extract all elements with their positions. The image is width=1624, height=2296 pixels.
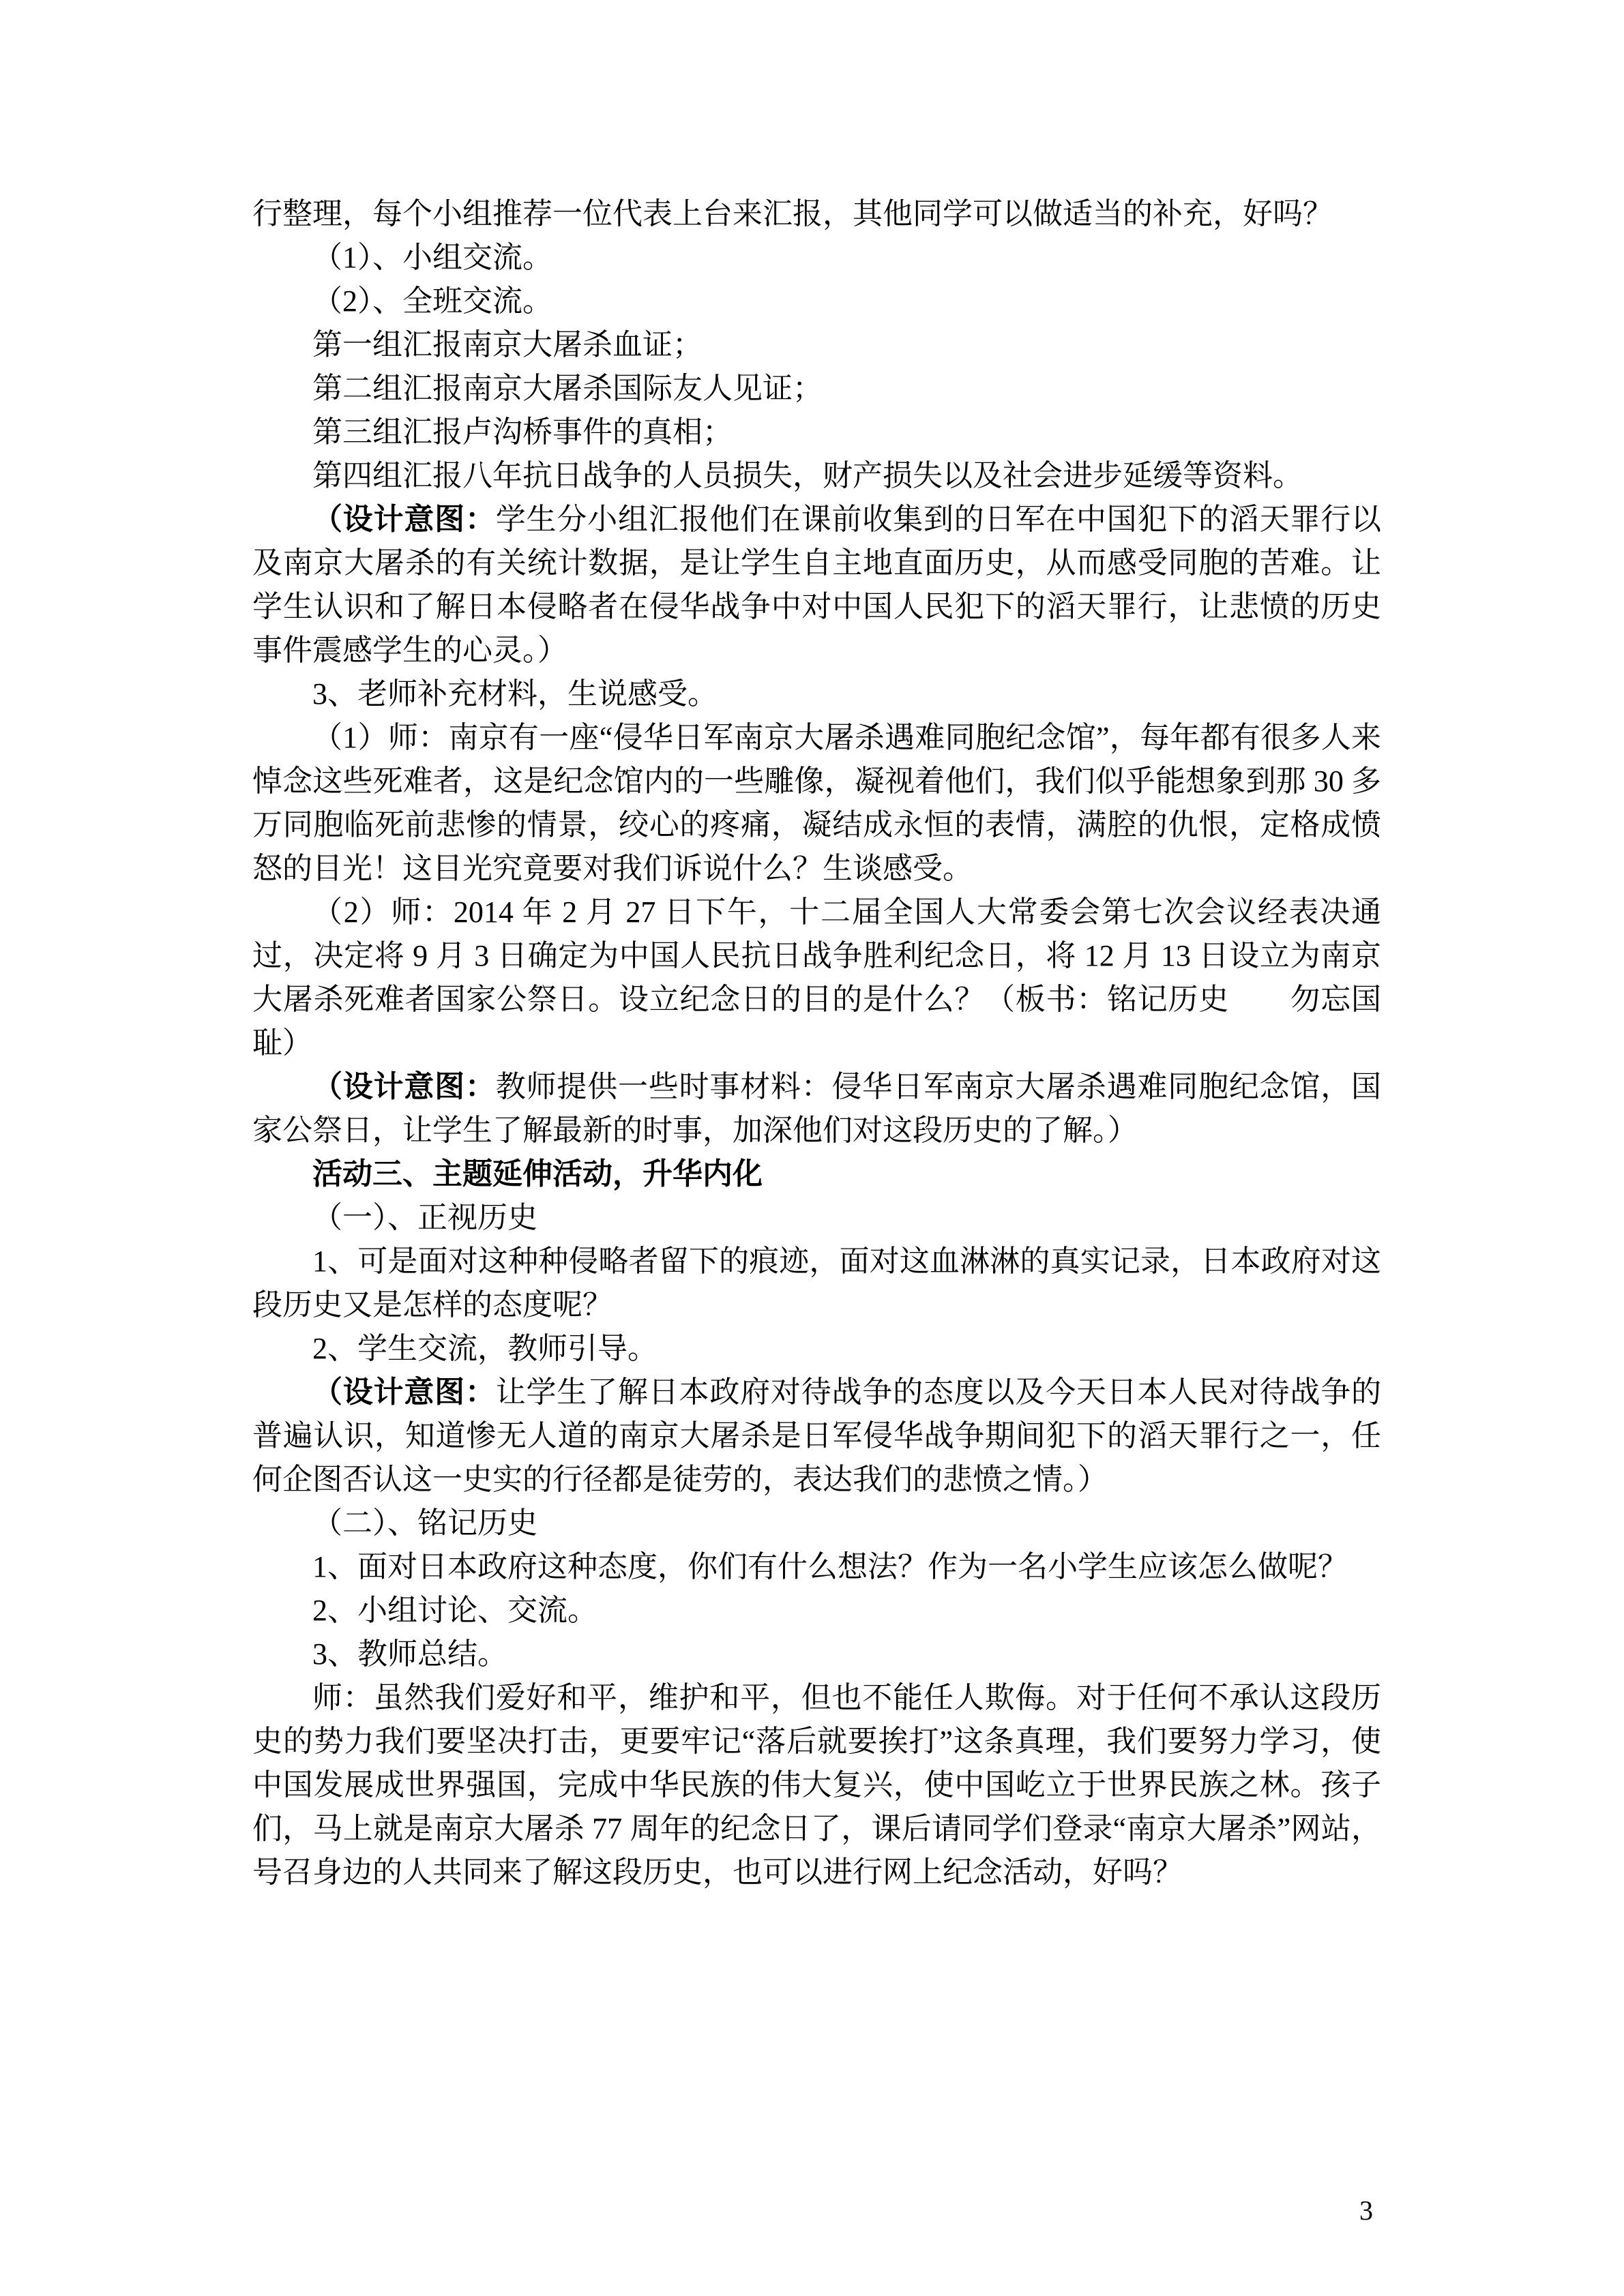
text-run: 让学生了解日本政府对待战争的态度以及今天日本人民对待战争的普遍认识，知道惨无人道的南京大屠杀是日军侵华战争期间犯下的滔天罪行之一，任何企图否认这一史实的行径都是徒劳的，表达我们的悲愤之情。） bbox=[252, 1375, 1381, 1496]
text-run: 2、学生交流，教师引导。 bbox=[312, 1332, 658, 1365]
text-run: （2）、全班交流。 bbox=[312, 284, 552, 318]
paragraph bbox=[252, 498, 1381, 672]
text-run: 第四组汇报八年抗日战争的人员损失，财产损失以及社会进步延缓等资料。 bbox=[312, 459, 1303, 492]
paragraph bbox=[252, 1502, 1381, 1545]
paragraph bbox=[252, 1589, 1381, 1632]
paragraph bbox=[252, 1545, 1381, 1589]
text-run: 师：虽然我们爱好和平，维护和平，但也不能任人欺侮。对于任何不承认这段历史的势力我们要坚决打击，更要牢记“落后就要挨打”这条真理，我们要努力学习，使中国发展成世界强国，完成中华民族的伟大复兴，使中国屹立于世界民族之林。孩子们，马上就是南京大屠杀 77 周年的纪念日了，课后请同学们登录“南京大屠杀”网站，号召身边的人共同来了解这段历史，也可以进行网上纪念活动，好吗？ bbox=[252, 1681, 1381, 1889]
text-run: （1）、小组交流。 bbox=[312, 241, 552, 274]
text-run: 2、小组讨论、交流。 bbox=[312, 1594, 597, 1627]
text-run: 1、面对日本政府这种态度，你们有什么想法？作为一名小学生应该怎么做呢？ bbox=[312, 1550, 1348, 1583]
paragraph bbox=[252, 1327, 1381, 1371]
bold-text-run: （设计意图： bbox=[312, 1070, 496, 1103]
text-run: 第二组汇报南京大屠杀国际友人见证； bbox=[312, 372, 823, 405]
text-run: 3、教师总结。 bbox=[312, 1637, 507, 1671]
paragraph bbox=[252, 411, 1381, 454]
text-run: 学生分小组汇报他们在课前收集到的日军在中国犯下的滔天罪行以及南京大屠杀的有关统计数据，是让学生自主地直面历史，从而感受同胞的苦难。让学生认识和了解日本侵略者在侵华战争中对中国人民犯下的滔天罪行，让悲愤的历史事件震感学生的心灵。） bbox=[252, 503, 1381, 667]
text-run: 1、可是面对这种种侵略者留下的痕迹，面对这血淋淋的真实记录，日本政府对这段历史又是怎样的态度呢？ bbox=[252, 1244, 1381, 1322]
bold-text-run: （设计意图： bbox=[312, 503, 496, 536]
paragraph bbox=[252, 672, 1381, 716]
paragraph bbox=[252, 716, 1381, 891]
text-run: 第一组汇报南京大屠杀血证； bbox=[312, 328, 703, 361]
text-run: 教师提供一些时事材料：侵华日军南京大屠杀遇难同胞纪念馆，国家公祭日，让学生了解最新的时事，加深他们对这段历史的了解。） bbox=[252, 1070, 1381, 1147]
paragraph bbox=[252, 454, 1381, 498]
paragraph bbox=[252, 1632, 1381, 1676]
text-run: （2）师：2014 年 2 月 27 日下午，十二届全国人大常委会第七次会议经表决通过，决定将 9 月 3 日确定为中国人民抗日战争胜利纪念日，将 12 月 13 日设立为南京大屠杀死难者国家公祭日。设立纪念日的目的是什么？（板书：铭记历史 勿忘国耻） bbox=[252, 895, 1381, 1060]
page-number: 3 bbox=[1359, 2195, 1373, 2226]
bold-text-run: （设计意图： bbox=[312, 1375, 496, 1409]
text-run: （一）、正视历史 bbox=[312, 1201, 537, 1234]
text-run: （1）师：南京有一座“侵华日军南京大屠杀遇难同胞纪念馆”，每年都有很多人来悼念这些死难者，这是纪念馆内的一些雕像，凝视着他们，我们似乎能想象到那 30 多万同胞临死前悲惨的情景，绞心的疼痛，凝结成永恒的表情，满腔的仇恨，定格成愤怒的目光！这目光究竟要对我们诉说什么？生谈感受。 bbox=[252, 721, 1381, 885]
paragraph bbox=[252, 323, 1381, 367]
paragraph bbox=[252, 891, 1381, 1065]
paragraph bbox=[252, 1065, 1381, 1152]
bold-text-run: 活动三、主题延伸活动，升华内化 bbox=[312, 1157, 763, 1191]
paragraph bbox=[252, 1371, 1381, 1502]
paragraph bbox=[252, 280, 1381, 323]
paragraph bbox=[252, 192, 1381, 236]
paragraph bbox=[252, 1152, 1381, 1196]
text-run: 3、老师补充材料，生说感受。 bbox=[312, 677, 718, 711]
text-run: （二）、铭记历史 bbox=[312, 1506, 537, 1540]
paragraph bbox=[252, 1196, 1381, 1240]
paragraph bbox=[252, 367, 1381, 411]
paragraph bbox=[252, 1240, 1381, 1327]
paragraph bbox=[252, 1676, 1381, 1894]
text-run: 行整理，每个小组推荐一位代表上台来汇报，其他同学可以做适当的补充，好吗？ bbox=[252, 197, 1333, 230]
paragraph bbox=[252, 236, 1381, 280]
text-run: 第三组汇报卢沟桥事件的真相； bbox=[312, 415, 733, 449]
document-body bbox=[252, 192, 1381, 1894]
